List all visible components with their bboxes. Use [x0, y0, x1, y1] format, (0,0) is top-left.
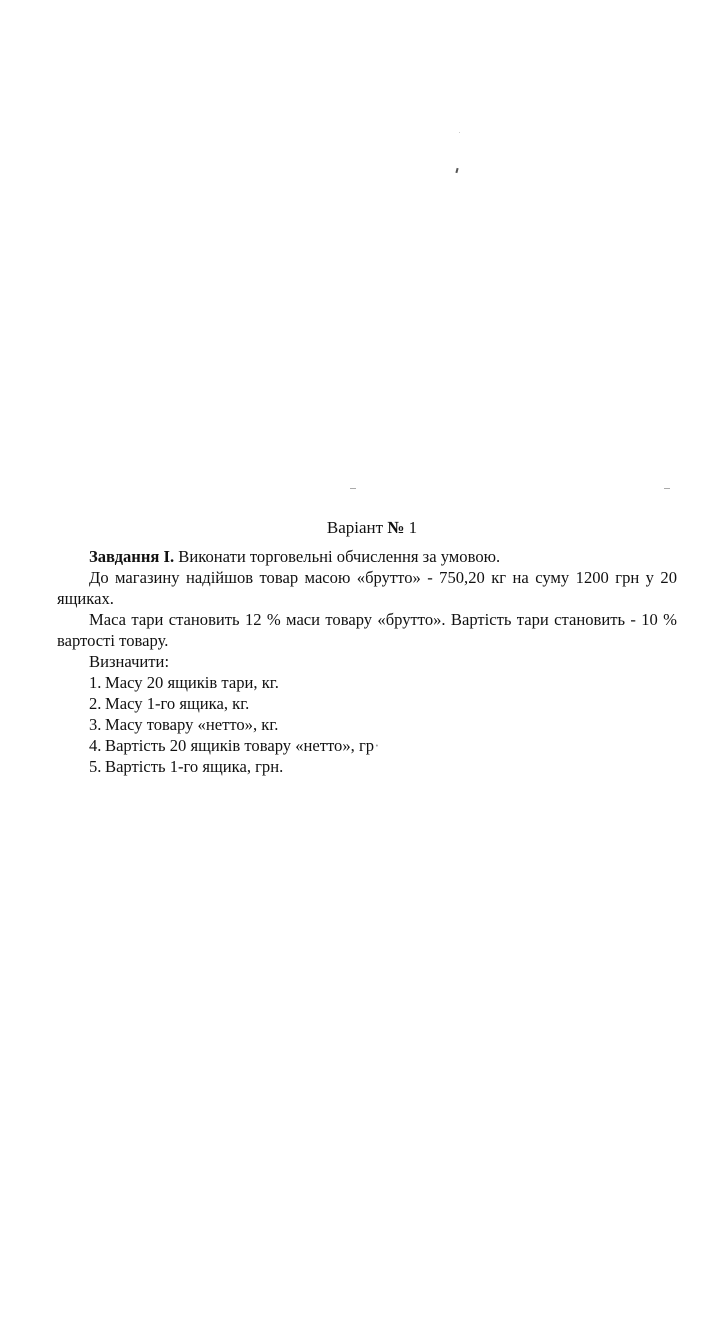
- scan-speck: [459, 132, 460, 133]
- task-label: Завдання I.: [89, 547, 175, 566]
- variant-title-prefix: Варіант: [326, 518, 388, 537]
- list-item: [57, 693, 677, 714]
- list-item-number: 4.: [89, 736, 102, 755]
- task-heading: [57, 546, 677, 567]
- scan-speck: [350, 488, 356, 489]
- document-body: [57, 516, 677, 777]
- list-item: [57, 756, 677, 777]
- variant-number: 1: [404, 518, 418, 537]
- list-item-text: Вартість 1-го ящика, грн.: [105, 757, 284, 776]
- list-item-text: Масу 20 ящиків тари, кг.: [105, 673, 279, 692]
- condition-paragraph-2: Маса тари становить 12 % маси товару «брутто». Вартість тари становить - 10 % вартості товару.: [57, 610, 677, 650]
- list-item-number: 2.: [89, 694, 102, 713]
- list-item-number: 5.: [89, 757, 102, 776]
- variant-number-sign: №: [387, 518, 405, 537]
- list-item: [57, 735, 677, 756]
- scan-speck: [455, 168, 458, 173]
- list-item: [57, 672, 677, 693]
- determine-label: Визначити:: [89, 652, 170, 671]
- list-item-text: Вартість 20 ящиків товару «нетто», гр: [105, 736, 375, 755]
- list-item-text: Масу товару «нетто», кг.: [105, 715, 279, 734]
- condition-paragraph-1: До магазину надійшов товар масою «брутто» - 750,20 кг на суму 1200 грн у 20 ящиках.: [57, 568, 677, 608]
- variant-title: [57, 516, 677, 540]
- list-item-cutoff: ·: [374, 736, 380, 755]
- list-item-text: Масу 1-го ящика, кг.: [105, 694, 250, 713]
- list-item-number: 1.: [89, 673, 102, 692]
- scan-speck: [664, 488, 670, 489]
- list-item: [57, 714, 677, 735]
- list-item-number: 3.: [89, 715, 102, 734]
- task-text: Виконати торговельні обчислення за умовою.: [174, 547, 501, 566]
